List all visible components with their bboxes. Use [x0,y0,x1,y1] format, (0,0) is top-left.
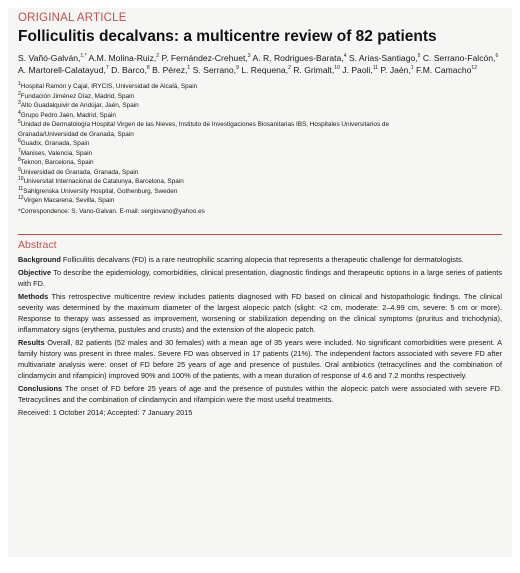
article-title: Folliculitis decalvans: a multicentre review of 82 patients [18,28,437,45]
affiliation-number: 11 [18,185,24,192]
abstract-section [18,383,502,405]
author-affiliation-mark: 1 [410,65,414,72]
author-name: P. Jaén, [380,65,411,75]
affiliation-number: 1 [18,80,21,87]
affiliation-text: Alto Guadalquivir de Andújar, Jaén, Spain [20,102,139,109]
article-type-label: ORIGINAL ARTICLE [18,12,127,24]
author-name: J. Paoli, [342,65,373,75]
affiliation-text: Universitat Internacional de Catalunya, Barcelona, Spain [23,178,184,185]
author-affiliation-mark: 6 [495,53,499,60]
affiliation-number: 4 [18,109,21,116]
affiliation-text: Hospital Ramón y Cajal, IRYCIS, Universidad de Alcalá, Spain [20,83,198,90]
abstract-section [18,267,502,289]
author-affiliation-mark: 2 [288,65,291,72]
affiliation-line [18,158,502,168]
author-name: R. Grimalt, [293,65,335,75]
affiliation-text: Manises, Valencia, Spain [20,149,93,157]
author-affiliation-mark: 10 [334,65,340,72]
affiliation-number: 7 [18,147,21,154]
affiliation-text: Unidad de Dermatología Hospital Virgen de las Nieves, Instituto de Investigaciones Biosanitarias IBS, Hospitales Universitarios de [20,121,390,128]
affiliation-line [18,196,502,206]
affiliation-number: 9 [18,166,21,173]
author-affiliation-mark: 8 [146,65,150,72]
abstract-section [18,337,502,381]
affiliation-line [18,101,502,111]
abstract-section-text: Overall, 82 patients (52 males and 30 females) with a mean age of 35 years were included. No significant comorbidities were present. A family history was present in three males. Severe FD was observed in 17 patients (21%). The independent factors associated with severe FD after multivariate analysis were: onset of FD before 25 years of age and presence of pustules. Oral antibiotics (tetracyclines and the combination of clindamycin and rifampicin) improved 90% and 100% of the patients, with a mean duration of response of 4.6 and 7.2 months respectively. [18,338,502,380]
author-affiliation-mark: 9 [236,65,239,72]
abstract-section-label: Results [18,338,45,347]
author-name: D. Barco, [111,65,147,75]
author-name: S. Vañó-Galván, [18,53,81,63]
affiliation-line [18,111,502,121]
author-affiliation-mark: 4 [343,53,347,60]
author-name: F.M. Camacho [416,65,472,75]
author-name: A. R. Rodrigues-Barata, [252,53,344,63]
affiliation-line [18,149,502,159]
affiliation-line [18,130,502,140]
abstract-section-label: Objective [18,268,52,277]
author-name: C. Serrano-Falcón, [422,53,496,63]
affiliation-text: Guadix, Granada, Spain [20,140,90,147]
affiliation-number: 8 [18,156,21,163]
author-affiliation-mark: 12 [471,65,477,72]
affiliation-text: Granada/Universidad de Granada, Spain [18,130,134,138]
author-affiliation-mark: 5 [417,53,421,60]
abstract-section-label: Methods [18,292,49,301]
author-affiliation-mark: 1,* [80,53,87,60]
affiliation-number: 10 [18,175,24,182]
affiliation-list [18,82,502,206]
abstract-section-text: To describe the epidemiology, comorbidities, clinical presentation, diagnostic findings and therapeutic options in a large series of patients with FD. [18,268,502,288]
affiliation-text: Teknon, Barcelona, Spain [20,159,94,166]
author-name: S. Serrano, [192,65,237,75]
affiliation-number: 5 [18,118,21,125]
author-name: A.M. Molina-Ruiz, [88,53,157,63]
author-affiliation-mark: 2 [156,53,160,60]
affiliation-text: Sahlgrenska University Hospital, Gothenburg, Sweden [23,187,178,195]
author-name: S. Arias-Santiago, [348,53,418,63]
affiliation-number: 12 [18,194,24,201]
affiliation-line [18,187,502,197]
affiliation-line [18,82,502,92]
received-accepted-dates: Received: 1 October 2014; Accepted: 7 January 2015 [18,408,193,417]
affiliation-line [18,139,502,149]
affiliation-text: Universidad de Granada, Granada, Spain [20,168,139,176]
affiliation-text: Grupo Pedro Jaén, Madrid, Spain [20,111,116,119]
affiliation-line [18,120,502,130]
affiliation-line [18,168,502,178]
affiliation-number: 6 [18,137,21,144]
abstract-section [18,291,502,335]
author-name: A. Martorell-Calatayud, [18,65,106,75]
author-name: P. Fernández-Crehuet, [161,53,248,63]
section-divider [18,234,502,235]
affiliation-text: Virgen Macarena, Sevilla, Spain [23,197,115,204]
affiliation-text: Fundación Jiménez Díaz, Madrid, Spain [20,92,135,100]
correspondence-line: *Correspondence: S. Vano-Galvan. E-mail: sergiovano@yahoo.es [18,207,205,215]
author-affiliation-mark: 11 [372,65,379,72]
abstract-body [18,254,502,405]
article-page [8,8,512,557]
affiliation-number: 3 [18,99,21,106]
affiliation-number: 2 [18,90,21,97]
author-name: L. Requena, [241,65,289,75]
affiliation-line [18,92,502,102]
abstract-section-text: Folliculitis decalvans (FD) is a rare neutrophilic scarring alopecia that represents a therapeutic challenge for dermatologists. [60,255,464,264]
abstract-section-label: Background [18,255,61,264]
affiliation-line [18,177,502,187]
abstract-heading: Abstract [18,239,57,251]
abstract-section [18,254,502,265]
author-affiliation-mark: 1 [187,65,191,72]
author-list [18,52,502,76]
abstract-section-label: Conclusions [18,384,63,393]
author-affiliation-mark: 3 [247,53,251,60]
abstract-section-text: The onset of FD before 25 years of age and the presence of pustules within the alopecic patch were associated with severe FD. Tetracyclines and the combination of clindamycin and rifampicin were the most useful treatments. [18,384,502,404]
author-name: B. Pérez, [152,65,188,75]
author-affiliation-mark: 7 [105,65,109,72]
abstract-section-text: This retrospective multicentre review includes patients diagnosed with FD based on clinical and histopathologic findings. The clinical severity was determined by the maximum diameter of the largest alopecic patch (slight: <2 cm, moderate: 2–4.99 cm, severe: 5 cm or more). Response to therapy was assessed as improvement, worsening or stabilization depending on the clinical symptoms (pruritus and trichodynia), inflammatory signs (erythema, pustules and crusts) and the extension of the alopecic patch. [18,292,502,334]
